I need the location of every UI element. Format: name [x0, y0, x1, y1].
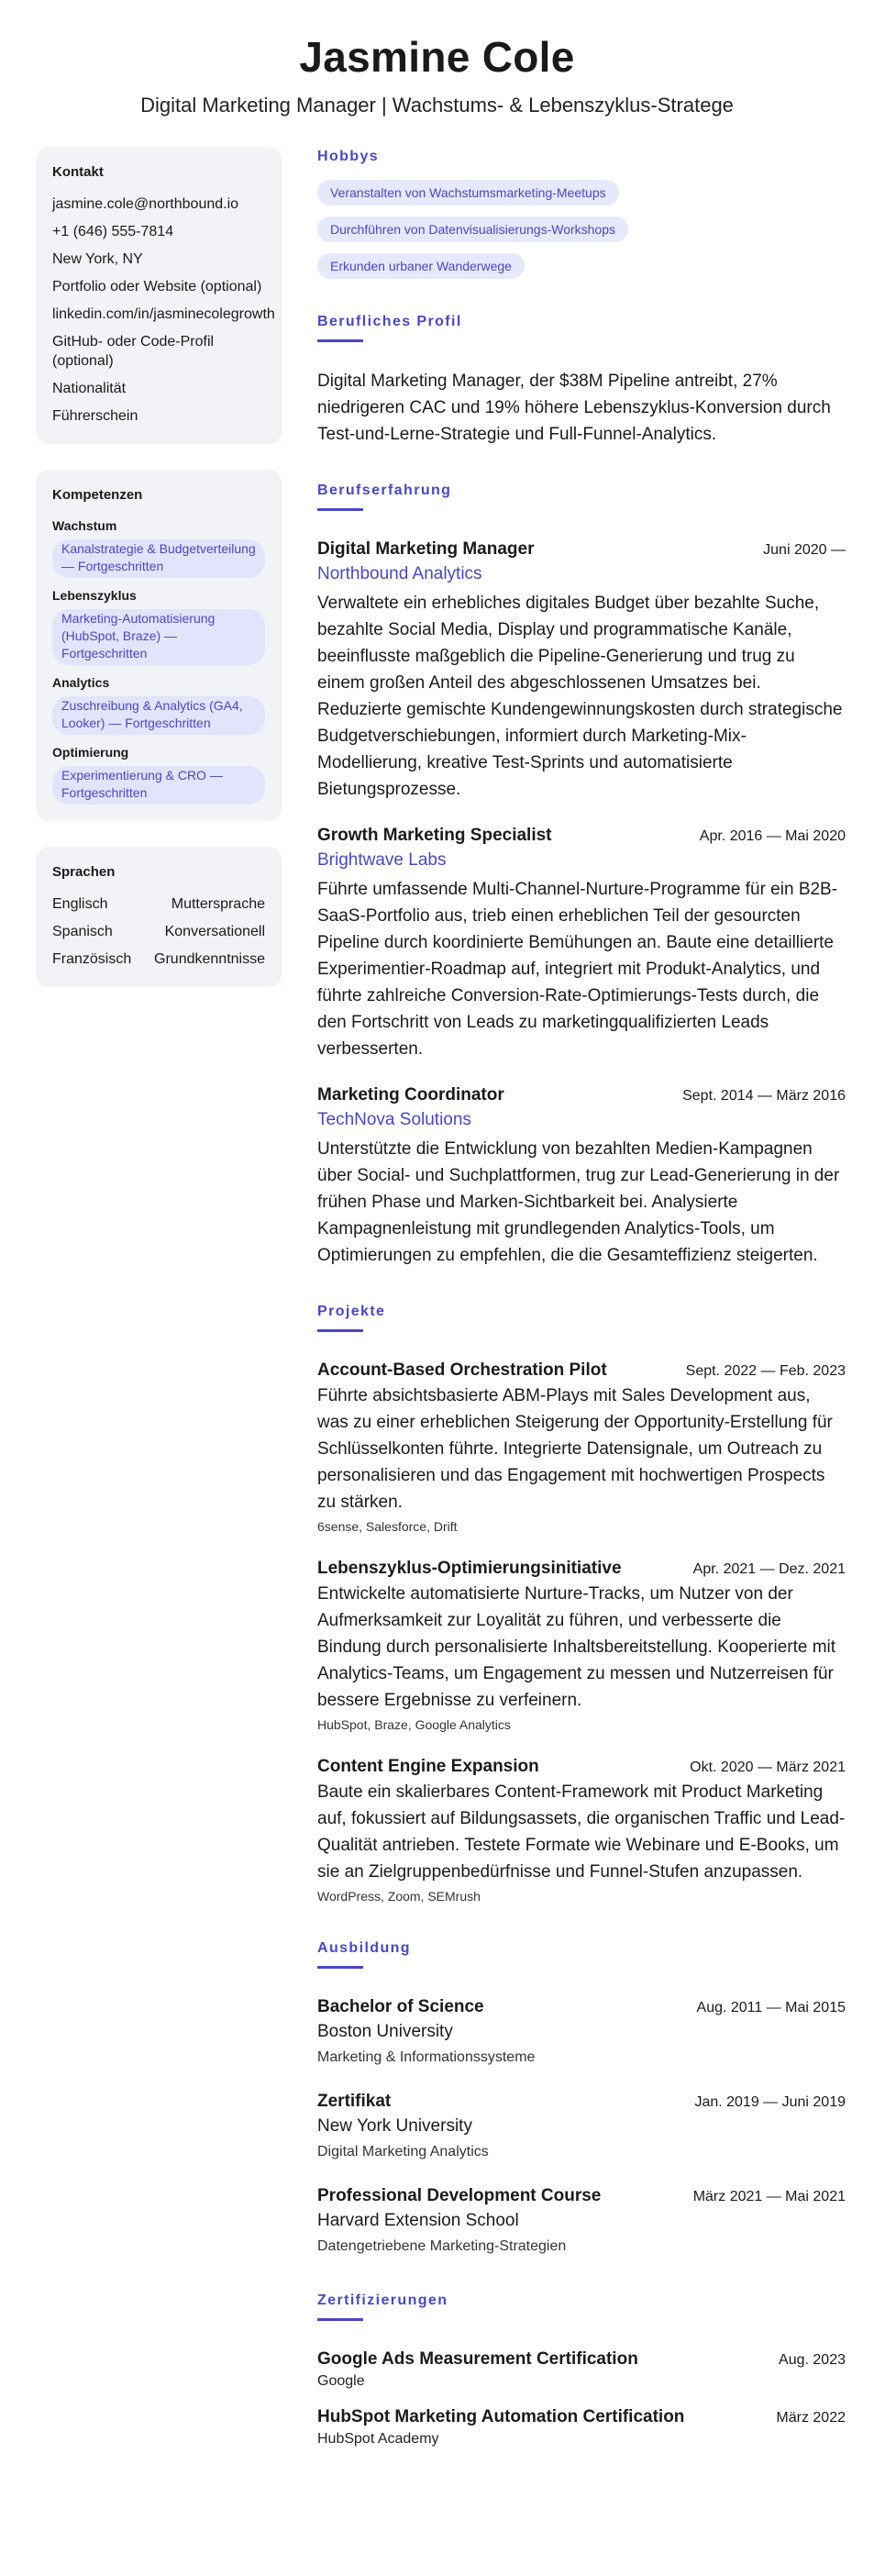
- hobby-tag: Erkunden urbaner Wanderwege: [317, 253, 525, 279]
- profile-text: Digital Marketing Manager, der $38M Pipeline antreibt, 27% niedrigeren CAC und 19% höhere Lebenszyklus-Konversion durch Test-und-Lerne-Strategie und Full-Funnel-Analytics.: [317, 372, 831, 444]
- school: Harvard Extension School: [317, 2211, 519, 2230]
- skill-tag: Marketing-Automatisierung (HubSpot, Braze) — Fortgeschritten: [52, 609, 265, 665]
- field-of-study: Datengetriebene Marketing-Strategien: [317, 2238, 567, 2254]
- certifications-title: Zertifizierungen: [317, 2293, 448, 2308]
- certification-issuer: Google: [317, 2373, 365, 2389]
- skill-category: Analytics: [52, 675, 110, 690]
- experience-entry: [317, 537, 846, 803]
- section-divider: [317, 2318, 363, 2321]
- language-name: Englisch: [52, 896, 108, 912]
- contact-license: Führerschein: [52, 408, 138, 424]
- profile-title: Berufliches Profil: [317, 314, 462, 329]
- candidate-name: Jasmine Cole: [299, 33, 575, 81]
- project-date: Okt. 2020 — März 2021: [690, 1760, 846, 1775]
- contact-card: [36, 147, 282, 444]
- languages-card: [36, 847, 282, 987]
- job-description: Unterstützte die Entwicklung von bezahlten Medien-Kampagnen über Social- und Suchplattformen, trug zur Lead-Generierung in der frühen Phase und Marken-Sichtbarkeit bei. Analysierte Kampagnenleistung mit grundlegenden Analytics-Tools, um Optimierungen zu empfehlen, die die Gesamteffizienz steigerten.: [317, 1139, 840, 1265]
- job-company: Brightwave Labs: [317, 850, 447, 870]
- job-date: Apr. 2016 — Mai 2020: [699, 828, 846, 844]
- project-description: Entwickelte automatisierte Nurture-Tracks, um Nutzer von der Aufmerksamkeit zur Loyalität zu führen, und verbesserte die Bindung durch personalisierte Inhaltsbereitstellung. Kooperierte mit Analytics-Teams, um Engagement zu messen und Nutzerreisen für bessere Ergebnisse zu verfeinern.: [317, 1584, 836, 1710]
- skills-title: Kompetenzen: [52, 487, 143, 503]
- main-content: [317, 147, 846, 2470]
- education-title: Ausbildung: [317, 1940, 411, 1956]
- education-date: Aug. 2011 — Mai 2015: [696, 2000, 846, 2015]
- education-date: März 2021 — Mai 2021: [692, 2189, 846, 2204]
- languages-title: Sprachen: [52, 864, 116, 880]
- skill-tag: Kanalstrategie & Budgetverteilung — Fortgeschritten: [52, 539, 265, 578]
- skills-card: [36, 470, 282, 821]
- certification-name: HubSpot Marketing Automation Certification: [317, 2407, 685, 2426]
- school: New York University: [317, 2116, 472, 2136]
- certification-date: Aug. 2023: [779, 2352, 846, 2368]
- certification-entry: [317, 2404, 846, 2449]
- job-title: Growth Marketing Specialist: [317, 826, 552, 845]
- job-date: Sept. 2014 — März 2016: [682, 1088, 846, 1104]
- project-entry: [317, 1358, 846, 1536]
- education-entry: [317, 2183, 846, 2258]
- education-entry: [317, 2089, 846, 2163]
- sidebar: [36, 147, 282, 1013]
- hobby-tag: Veranstalten von Wachstumsmarketing-Meetups: [317, 180, 619, 205]
- job-company: Northbound Analytics: [317, 564, 482, 583]
- contact-location: New York, NY: [52, 251, 143, 267]
- certification-issuer: HubSpot Academy: [317, 2431, 439, 2447]
- contact-github[interactable]: GitHub- oder Code-Profil (optional): [52, 334, 215, 369]
- degree: Professional Development Course: [317, 2186, 602, 2205]
- section-divider: [317, 1966, 363, 1969]
- project-entry: [317, 1754, 846, 1905]
- language-row: [52, 949, 265, 969]
- job-company: TechNova Solutions: [317, 1110, 471, 1129]
- experience-entry: [317, 1083, 846, 1269]
- hobbies-list: [317, 180, 846, 279]
- job-date: Juni 2020 —: [763, 542, 846, 558]
- project-tools: HubSpot, Braze, Google Analytics: [317, 1717, 511, 1732]
- language-level: Konversationell: [164, 924, 265, 939]
- skill-tag: Zuschreibung & Analytics (GA4, Looker) — Fortgeschritten: [52, 696, 265, 735]
- contact-phone[interactable]: +1 (646) 555-7814: [52, 224, 174, 239]
- candidate-tagline: Digital Marketing Manager | Wachstums- & Lebenszyklus-Stratege: [140, 94, 734, 117]
- language-row: [52, 894, 265, 914]
- section-divider: [317, 508, 363, 511]
- degree: Zertifikat: [317, 2092, 392, 2111]
- resume-header: [0, 28, 874, 119]
- education-entry: [317, 1994, 846, 2069]
- skill-tag: Experimentierung & CRO — Fortgeschritten: [52, 766, 265, 805]
- project-tools: 6sense, Salesforce, Drift: [317, 1519, 458, 1534]
- language-level: Grundkenntnisse: [154, 951, 265, 967]
- hobbies-title: Hobbys: [317, 149, 380, 164]
- project-date: Sept. 2022 — Feb. 2023: [685, 1363, 846, 1379]
- project-tools: WordPress, Zoom, SEMrush: [317, 1889, 481, 1904]
- job-title: Marketing Coordinator: [317, 1085, 504, 1105]
- contact-portfolio[interactable]: Portfolio oder Website (optional): [52, 279, 262, 294]
- language-name: Spanisch: [52, 924, 113, 939]
- skill-category: Wachstum: [52, 518, 117, 533]
- skill-category: Optimierung: [52, 745, 129, 760]
- education-date: Jan. 2019 — Juni 2019: [694, 2094, 846, 2110]
- contact-nationality: Nationalität: [52, 381, 127, 396]
- language-name: Französisch: [52, 951, 132, 967]
- project-description: Führte absichtsbasierte ABM-Plays mit Sales Development aus, was zu einer erheblichen Steigerung der Opportunity-Erstellung für Schlüsselkonten führte. Integrierte Datensignale, um Outreach zu personalisieren und das Engagement mit hochwertigen Prospects zu stärken.: [317, 1386, 833, 1512]
- contact-linkedin[interactable]: linkedin.com/in/jasminecolegrowth: [52, 306, 275, 322]
- experience-entry: [317, 823, 846, 1062]
- certification-entry: [317, 2347, 846, 2392]
- job-description: Führte umfassende Multi-Channel-Nurture-Programme für ein B2B-SaaS-Portfolio aus, trieb einen erheblichen Teil der gesourcten Pipeline durch koordinierte Bemühungen an. Baute eine detaillierte Experimentier-Roadmap auf, integriert mit Produkt-Analytics, und führte zahlreiche Conversion-Rate-Optimierungs-Tests durch, die den Fortschritt von Leads zu marketingqualifizierten Leads verbesserten.: [317, 880, 838, 1059]
- field-of-study: Digital Marketing Analytics: [317, 2144, 489, 2160]
- project-date: Apr. 2021 — Dez. 2021: [692, 1561, 846, 1577]
- experience-title: Berufserfahrung: [317, 483, 452, 498]
- contact-title: Kontakt: [52, 164, 104, 180]
- job-description: Verwaltete ein erhebliches digitales Budget über bezahlte Suche, bezahlte Social Media, Display und programmatische Kanäle, beeinflusste maßgeblich die Pipeline-Generierung und trug zu einem großen Anteil des abgeschlossenen Umsatzes bei. Reduzierte gemischte Kundengewinnungskosten durch strategische Budgetverschiebungen, informiert durch Marketing-Mix-Modellierung, kreative Test-Sprints und automatisierte Bietungsprozesse.: [317, 594, 843, 799]
- projects-title: Projekte: [317, 1304, 386, 1319]
- language-level: Muttersprache: [171, 896, 265, 912]
- skill-category: Lebenszyklus: [52, 588, 137, 603]
- contact-email[interactable]: jasmine.cole@northbound.io: [52, 196, 239, 212]
- project-name: Lebenszyklus-Optimierungsinitiative: [317, 1559, 622, 1578]
- certification-date: März 2022: [776, 2410, 846, 2426]
- project-description: Baute ein skalierbares Content-Framework mit Product Marketing auf, fokussiert auf Bildungsassets, die organischen Traffic und Lead-Qualität antrieben. Testete Formate wie Webinare und E-Books, um sie an Zielgruppenbedürfnisse und Funnel-Stufen anzupassen.: [317, 1782, 846, 1882]
- degree: Bachelor of Science: [317, 1997, 484, 2016]
- job-title: Digital Marketing Manager: [317, 539, 535, 559]
- certification-name: Google Ads Measurement Certification: [317, 2349, 638, 2369]
- hobby-tag: Durchführen von Datenvisualisierungs-Workshops: [317, 217, 628, 242]
- field-of-study: Marketing & Informationssysteme: [317, 2049, 536, 2065]
- project-entry: [317, 1556, 846, 1734]
- project-name: Account-Based Orchestration Pilot: [317, 1360, 607, 1380]
- section-divider: [317, 339, 363, 342]
- section-divider: [317, 1329, 363, 1332]
- project-name: Content Engine Expansion: [317, 1757, 539, 1776]
- school: Boston University: [317, 2022, 453, 2041]
- language-row: [52, 922, 265, 941]
